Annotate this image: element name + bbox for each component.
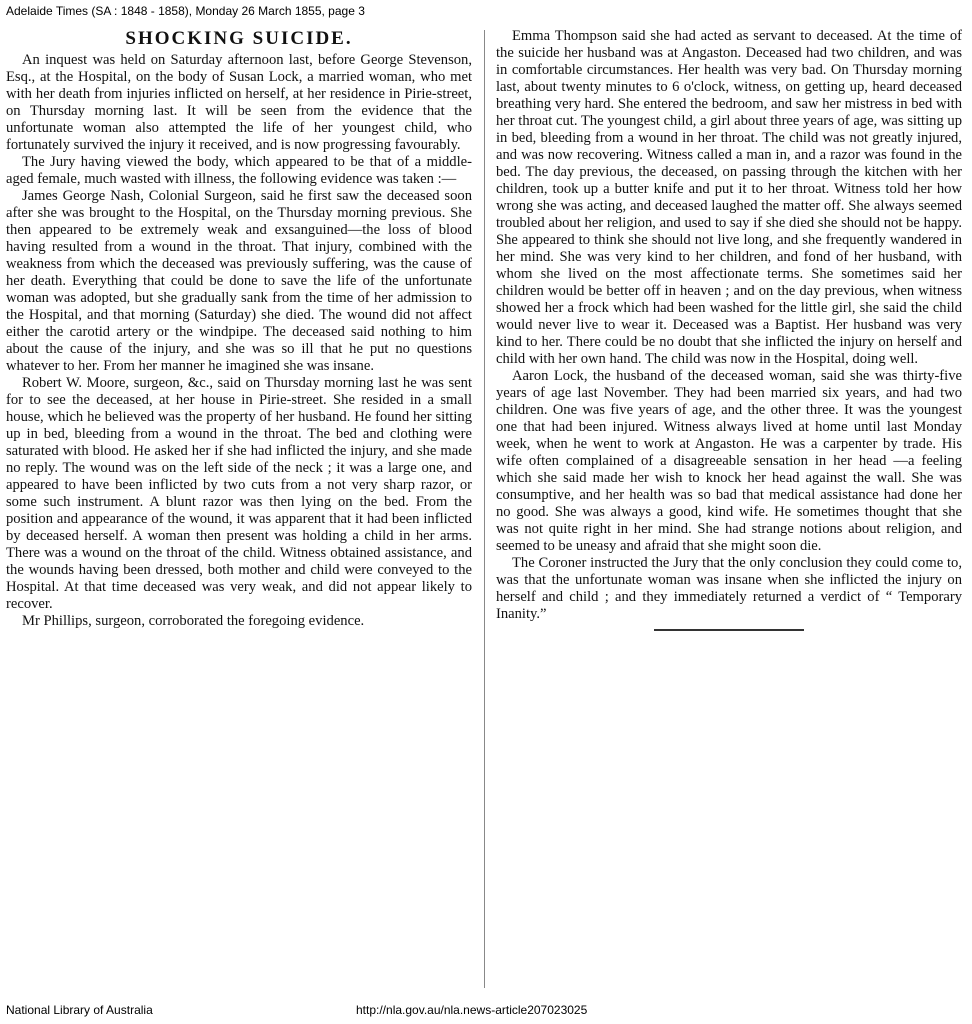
- article-paragraph: Emma Thompson said she had acted as servant to deceased. At the time of the suicide her husband was at Angaston. Deceased had two children, and was in comfortable circumstances. Her health was very bad. On Thursday morning last, about twenty minutes to 6 o'clock, witness, on getting up, heard deceased breathing very hard. She entered the bedroom, and saw her mistress in bed with her throat cut. The youngest child, a girl about three years of age, was sitting up in bed, bleeding from a wound in her throat. The child was not greatly injured, and was now recovering. Witness called a man in, and a razor was found in the bed. The day previous, the deceased, on passing through the kitchen with her children, took up a butter knife and put it to her throat. Witness told her how wrong she was acting, and deceased laughed the matter off. She always seemed troubled about her religion, and used to say if she died she should not be happy. She appeared to think she should not live long, and she frequently wandered in her mind. She was very kind to her children, and fond of her husband, with whom she lived on the most affectionate terms. She sometimes said her children would be better off in heaven ; and on the day previous, when witness showed her a frock which had been washed for the little girl, she said the child would never live to wear it. Deceased was a Baptist. Her husband was very kind to her. There could be no doubt that she inflicted the injury on herself and child with her own hand. The child was now in the Hospital, doing well.: [496, 28, 962, 367]
- article-column-right: [496, 28, 962, 990]
- article-paragraph: Aaron Lock, the husband of the deceased woman, said she was thirty-five years of age last November. They had been married six years, and had two children. One was five years of age, and the other three. It was the youngest one that had been injured. Witness always lived at home until last Monday week, when he went to work at Angaston. He was a carpenter by trade. His wife often complained of a disagreeable sensation in her head —a feeling which she said made her wish to knock her head against the wall. She was consumptive, and her health was so bad that medical assistance had done her no good. She was always a good, kind wife. He sometimes thought that she was not quite right in her mind. She had strange notions about religion, and seemed to be uneasy and afraid that she might soon die.: [496, 368, 962, 554]
- article-paragraph: Mr Phillips, surgeon, corroborated the foregoing evidence.: [22, 613, 365, 629]
- citation-header: Adelaide Times (SA : 1848 - 1858), Monday 26 March 1855, page 3: [6, 4, 365, 18]
- article-paragraph: James George Nash, Colonial Surgeon, said he first saw the deceased soon after she was brought to the Hospital, on the Thursday morning previous. She then appeared to be extremely weak and exsanguined—the loss of blood having resulted from a wound in the throat. That injury, combined with the weakness from which the deceased was previously suffering, was the cause of her death. Everything that could be done to save the life of the unfortunate woman was adopted, but she gradually sank from the time of her admission to the Hospital, and that morning (Saturday) she died. The wound did not affect either the carotid artery or the windpipe. The deceased said nothing to him about the cause of the injury, and she was so ill that he put no questions whatever to her. From her manner he imagined she was insane.: [6, 188, 472, 374]
- column-divider: [484, 30, 485, 988]
- article-url[interactable]: http://nla.gov.au/nla.news-article207023025: [356, 1003, 588, 1017]
- article-paragraph: An inquest was held on Saturday afternoon last, before George Stevenson, Esq., at the Hospital, on the body of Susan Lock, a married woman, who met with her death from injuries inflicted on herself, at her residence in Pirie-street, on Thursday morning last. It will be seen from the evidence that the unfortunate woman also attempted the life of her youngest child, who fortunately survived the injury it received, and is now progressing favourably.: [6, 52, 472, 153]
- article-paragraph: The Coroner instructed the Jury that the only conclusion they could come to, was that the unfortunate woman was insane when she inflicted the injury on herself and child ; and they immediately returned a verdict of “ Temporary Inanity.”: [496, 555, 962, 622]
- article-column-left: [6, 28, 472, 990]
- source-footer: National Library of Australia: [6, 1003, 153, 1017]
- article-title: SHOCKING SUICIDE.: [125, 28, 353, 49]
- article-paragraph: Robert W. Moore, surgeon, &c., said on Thursday morning last he was sent for to see the deceased, at her house in Pirie-street. She resided in a small house, which he believed was the property of her husband. He found her sitting up in bed, bleeding from a wound in the throat. The bed and clothing were saturated with blood. He asked her if she had inflicted the injury, and she made no reply. The wound was on the left side of the neck ; it was a large one, and appeared to have been inflicted by two cuts from a not very sharp razor, or some such instrument. A blunt razor was then lying on the bed. From the position and appearance of the wound, it was apparent that it had been inflicted by deceased herself. A woman then present was holding a child in her arms. There was a wound on the throat of the child. Witness obtained assistance, and the wounds having been dressed, both mother and child were conveyed to the Hospital. At that time deceased was very weak, and did not appear likely to recover.: [6, 375, 472, 612]
- article-end-rule: [654, 629, 804, 631]
- article-paragraph: The Jury having viewed the body, which appeared to be that of a middle-aged female, much wasted with illness, the following evidence was taken :—: [6, 154, 472, 187]
